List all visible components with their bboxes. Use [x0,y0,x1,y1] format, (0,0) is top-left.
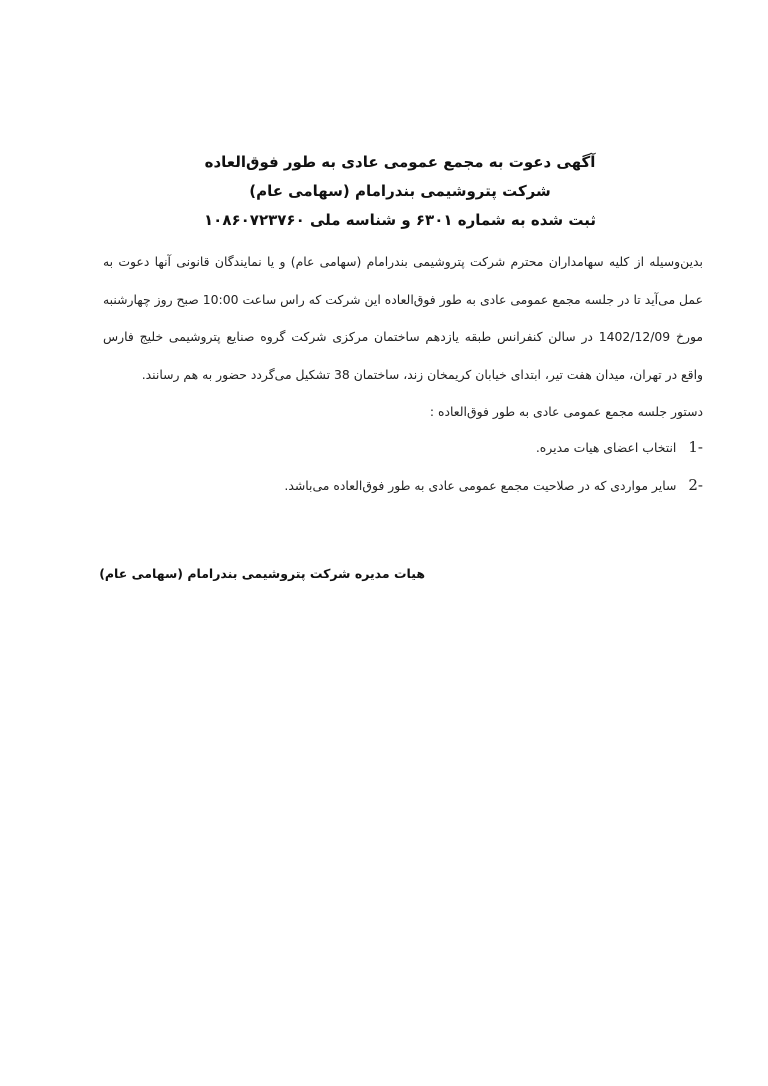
notice-title [150,148,650,235]
agenda-item-text: انتخاب اعضای هیات مدیره. [535,440,677,455]
signature-block [99,566,425,581]
registration-info: ثبت شده به شماره ۶۳۰۱ و شناسه ملی ۱۰۸۶۰۷۲۳۷۶۰ [204,211,596,229]
body-line: مورخ 1402/12/09 در سالن کنفرانس طبقه یازدهم ساختمان مرکزی شرکت گروه صنایع پتروشیمی خلیج فارس [103,329,703,344]
agenda-item [284,474,703,512]
body-line: بدین‌وسیله از کلیه سهامداران محترم شرکت پتروشیمی بندرامام (سهامی عام) و یا نمایندگان قانونی آنها دعوت به [103,254,703,269]
signature-text: هیات مدیره شرکت پتروشیمی بندرامام (سهامی عام) [99,566,425,581]
agenda-list [284,436,703,512]
company-name: شرکت پتروشیمی بندرامام (سهامی عام) [249,182,551,200]
agenda-item-number: 1- [688,438,703,456]
body-line: واقع در تهران، میدان هفت تیر، ابتدای خیابان کریمخان زند، ساختمان 38 تشکیل می‌گردد حضور به هم رسانند. [141,366,703,382]
title-heading: آگهی دعوت به مجمع عمومی عادی به طور فوق‌العاده [204,153,596,171]
agenda-item [284,436,703,474]
agenda-item-text: سایر مواردی که در صلاحیت مجمع عمومی عادی به طور فوق‌العاده می‌باشد. [284,478,677,493]
agenda-title: دستور جلسه مجمع عمومی عادی به طور فوق‌العاده : [429,404,703,419]
body-line: عمل می‌آید تا در جلسه مجمع عمومی عادی به طور فوق‌العاده این شرکت که راس ساعت 10:00 صبح روز چهارشنبه [103,291,703,307]
agenda-item-number: 2- [688,476,703,494]
notice-body [103,250,703,435]
